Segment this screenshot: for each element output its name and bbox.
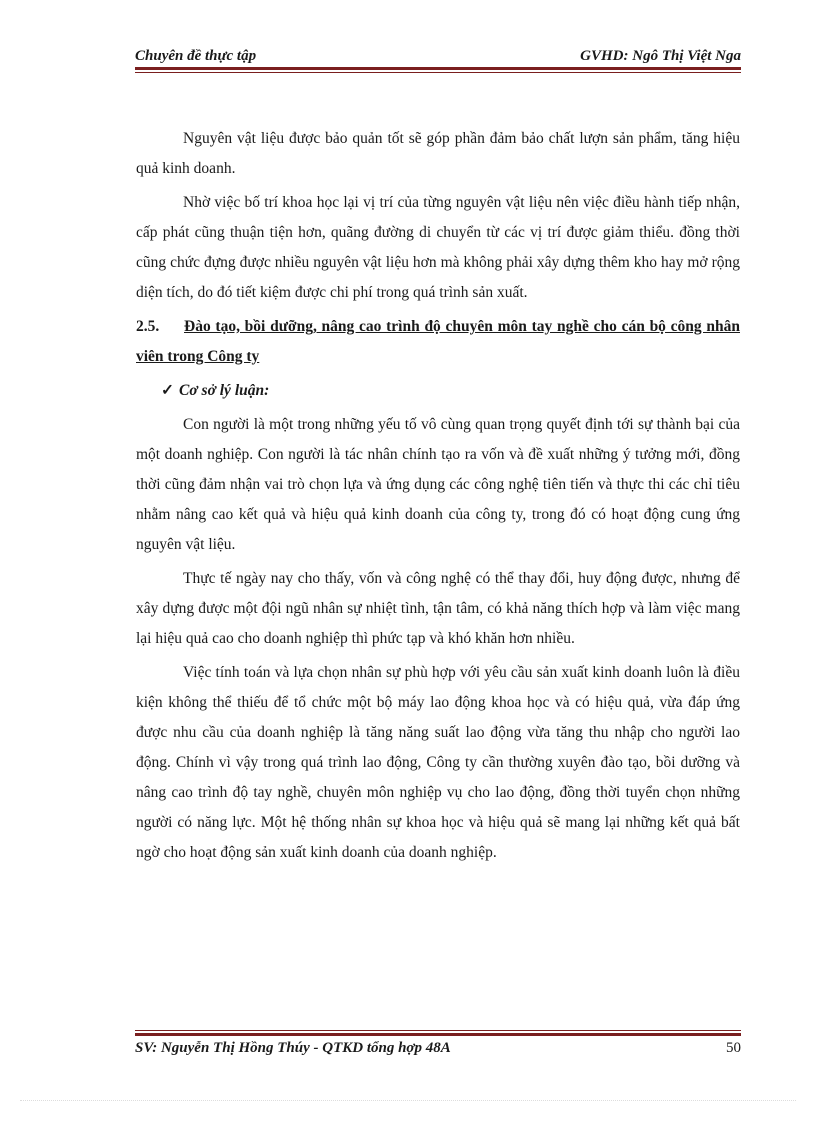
body-paragraph: Thực tế ngày nay cho thấy, vốn và công nghệ có thể thay đổi, huy động được, nhưng để xây dựng được một đội ngũ nhân sự nhiệt tình, tận tâm, có khả năng thích hợp và làm việc mang lại hiệu quả cao cho doanh nghiệp thì phức tạp và khó khăn hơn nhiều. — [136, 570, 740, 647]
page-footer — [135, 1040, 741, 1060]
subheading-text: Cơ sở lý luận: — [179, 382, 270, 399]
header-rule-thick — [135, 67, 741, 70]
body-paragraph: Con người là một trong những yếu tố vô cùng quan trọng quyết định tới sự thành bại của một doanh nghiệp. Con người là tác nhân chính tạo ra vốn và đề xuất những ý tưởng mới, đồng thời cũng đảm nhận vai trò chọn lựa và ứng dụng các công nghệ tiên tiến và thực thi các chỉ tiêu nhằm nâng cao kết quả và hiệu quả kinh doanh của công ty, trong đó có hoạt động cung ứng nguyên vật liệu. — [136, 416, 740, 553]
page-bottom-divider — [20, 1100, 796, 1101]
footer-rule-thin — [135, 1030, 741, 1031]
page-number: 50 — [726, 1040, 741, 1056]
subheading — [136, 376, 740, 406]
body-paragraph: Việc tính toán và lựa chọn nhân sự phù hợp với yêu cầu sản xuất kinh doanh luôn là điều kiện không thể thiếu để tổ chức một bộ máy lao động khoa học và có hiệu quả, vừa đáp ứng được nhu cầu của doanh nghiệp là tăng năng suất lao động vừa tăng thu nhập cho người lao động. Chính vì vậy trong quá trình lao động, Công ty cần thường xuyên đào tạo, bồi dưỡng và nâng cao trình độ tay nghề, chuyên môn nghiệp vụ cho lao động, đồng thời tuyển chọn những người có năng lực. Một hệ thống nhân sự khoa học và hiệu quả sẽ mang lại những kết quả bất ngờ cho hoạt động sản xuất kinh doanh của doanh nghiệp. — [136, 664, 740, 861]
section-title: Đào tạo, bồi dưỡng, nâng cao trình độ chuyên môn tay nghề cho cán bộ công nhân viên trong Công ty — [136, 318, 740, 365]
footer-student: SV: Nguyễn Thị Hồng Thúy - QTKD tổng hợp 48A — [135, 1040, 451, 1056]
header-rule-thin — [135, 72, 741, 73]
checkmark-icon: ✓ — [161, 382, 174, 399]
body-paragraph: Nguyên vật liệu được bảo quản tốt sẽ góp phần đảm bảo chất lượn sản phẩm, tăng hiệu quả kinh doanh. — [136, 130, 740, 177]
header-course-title: Chuyên đề thực tập — [135, 48, 257, 64]
section-heading — [136, 312, 740, 372]
section-number: 2.5. — [136, 318, 160, 335]
footer-rule-thick — [135, 1033, 741, 1036]
page-body — [136, 124, 740, 872]
header-supervisor: GVHD: Ngô Thị Việt Nga — [580, 48, 741, 64]
page-header — [135, 48, 741, 68]
body-paragraph: Nhờ việc bố trí khoa học lại vị trí của từng nguyên vật liệu nên việc điều hành tiếp nhận, cấp phát cũng thuận tiện hơn, quãng đường di chuyển từ các vị trí được giảm thiểu. đồng thời cũng chức đựng được nhiều nguyên vật liệu hơn mà không phải xây dựng thêm kho hay mở rộng diện tích, do đó tiết kiệm được chi phí trong quá trình sản xuất. — [136, 194, 740, 301]
